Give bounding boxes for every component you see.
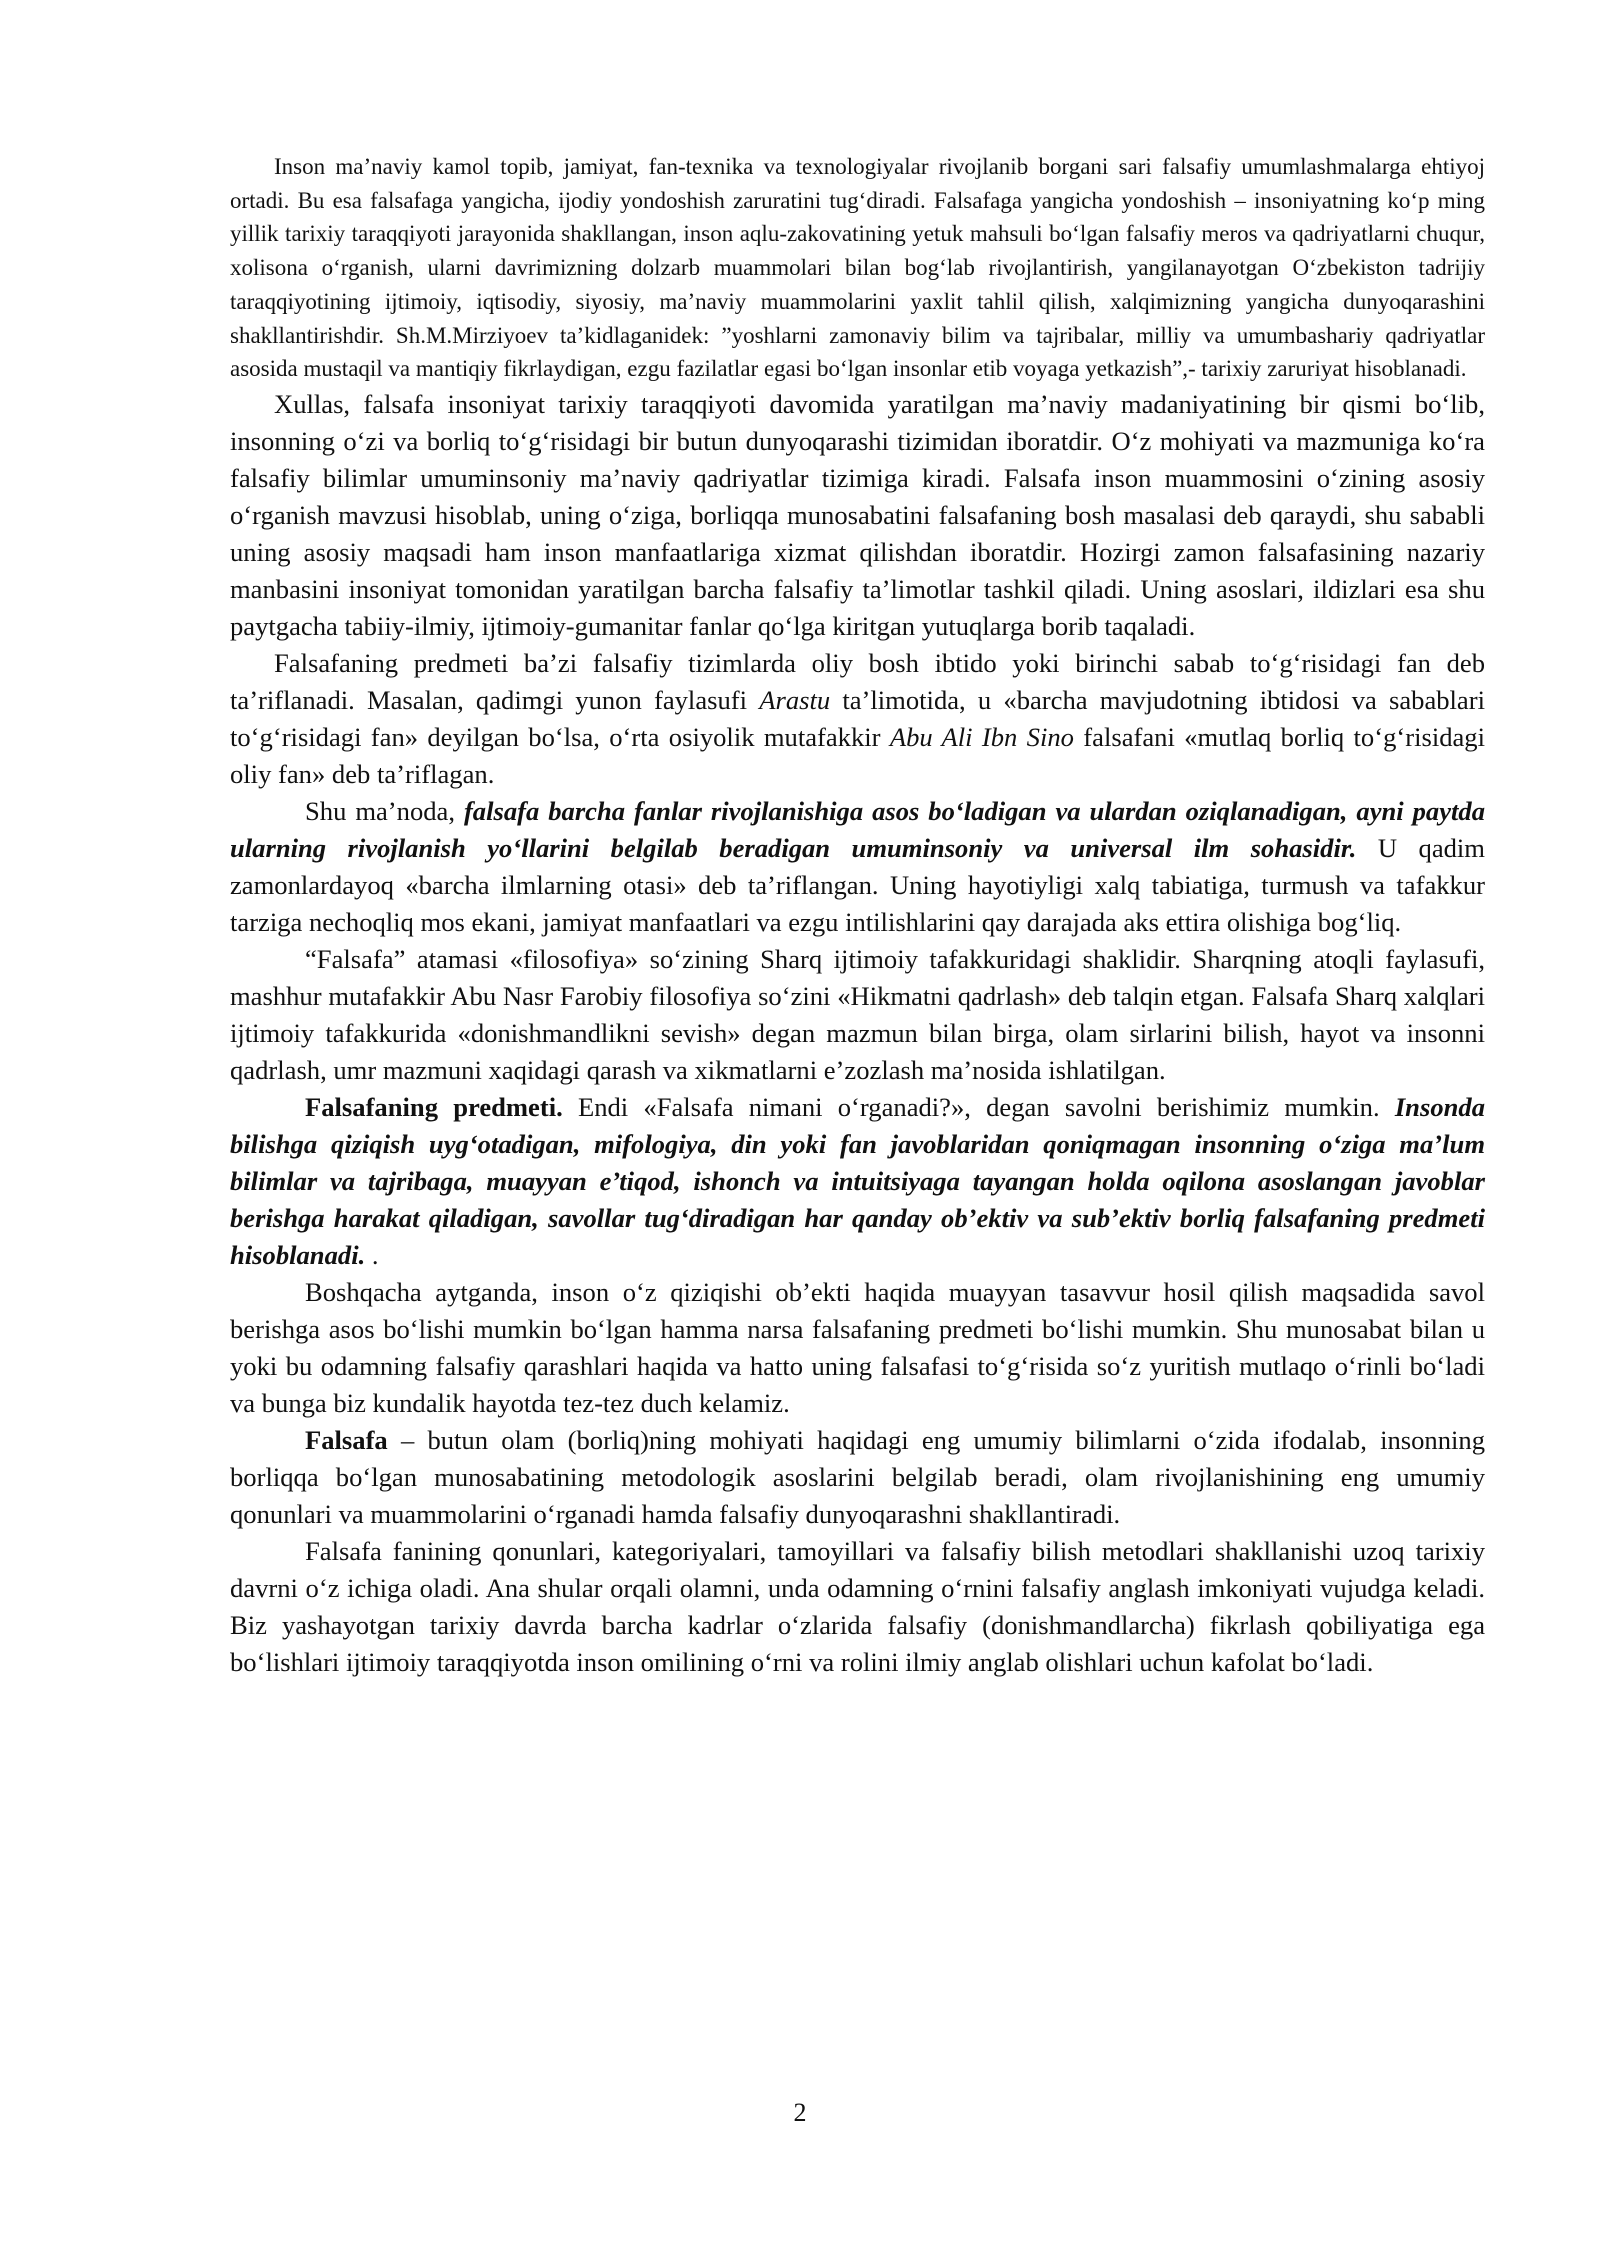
text-run: Falsafaning predmeti ba’zi falsafiy tizimlarda oliy bosh ibtido yoki birinchi sabab to‘g‘risidagi fan deb ta’riflanadi. Masalan, qadimgi yunon faylasufi [230,647,1485,715]
document-page [230,150,1485,1681]
bold-heading-predmeti: Falsafaning predmeti. [305,1091,563,1122]
paragraph-falsafa-atamasi: “Falsafa” atamasi «filosofiya» so‘zining Sharq ijtimoiy tafakkuridagi shaklidir. Sharqning atoqli faylasufi, mashhur mutafakkir Abu Nasr Farobiy filosofiya so‘zini «Hikmatni qadrlash» deb talqin etgan. Falsafa Sharq xalqlari ijtimoiy tafakkurida «donishmandlikni sevish» degan mazmun bilan birga, olam sirlarini bilish, hayot va insonni qadrlash, umr mazmuni xaqidagi qarash va xikmatlarni e’zozlash ma’nosida ishlatilgan. [230,943,1485,1085]
paragraph-falsafa-definition [230,1422,1485,1533]
paragraph-shu-manoda [230,793,1485,941]
text-run: Shu ma’noda, [305,795,464,826]
bold-term-falsafa: Falsafa [305,1424,388,1455]
text-run: U qadim zamonlardayoq «barcha ilmlarning otasi» deb ta’riflangan. Uning hayotiyligi xalq tabiatiga, turmush va tafakkur tarziga nechoqliq mos ekani, jamiyat manfaatlari va ezgu intilishlarini qay darajada aks ettira olishiga bog‘liq. [230,832,1485,937]
italic-name-ibn-sino: Abu Ali Ibn Sino [889,721,1074,752]
page-number: 2 [793,2098,807,2127]
text-run: . [365,1239,379,1270]
paragraph-boshqacha: Boshqacha aytganda, inson o‘z qiziqishi ob’ekti haqida muayyan tasavvur hosil qilish maqsadida savol berishga asos bo‘lishi mumkin bo‘lgan hamma narsa falsafaning predmeti bo‘lishi mumkin. Shu munosabat bilan u yoki bu odamning falsafiy qarashlari haqida va hatto uning falsafasi to‘g‘risida so‘z yuritish mutlaqo o‘rinli bo‘ladi va bunga biz kundalik hayotda tez-tez duch kelamiz. [230,1276,1485,1418]
text-run: Endi «Falsafa nimani o‘rganadi?», degan savolni berishimiz mumkin. [562,1091,1395,1122]
paragraph-predmet-definition [230,645,1485,793]
paragraph-xullas: Xullas, falsafa insoniyat tarixiy taraqqiyoti davomida yaratilgan ma’naviy madaniyatining bir qismi bo‘lib, insonning o‘zi va borliq to‘g‘risidagi bir butun dunyoqarashi tizimidan iboratdir. O‘z mohiyati va mazmuniga ko‘ra falsafiy bilimlar umuminsoniy ma’naviy qadriyatlar tizimiga kiradi. Falsafa inson muammosini o‘zining asosiy o‘rganish mavzusi hisoblab, uning o‘ziga, borliqqa munosabatini falsafaning bosh masalasi deb qaraydi, shu sababli uning asosiy maqsadi ham inson manfaatlariga xizmat qilishdan iboratdir. Hozirgi zamon falsafasining nazariy manbasini insoniyat tomonidan yaratilgan barcha falsafiy ta’limotlar tashkil qiladi. Uning asoslari, ildizlari esa shu paytgacha tabiiy-ilmiy, ijtimoiy-gumanitar fanlar qo‘lga kiritgan yutuqlarga borib taqaladi. [230,388,1485,641]
text-run: falsafani «mutlaq borliq to‘g‘risidagi oliy fan» deb ta’riflagan. [230,721,1485,789]
bold-italic-definition: falsafa barcha fanlar rivojlanishiga asos bo‘ladigan va ulardan oziqlanadigan, ayni paytda ularning rivojlanish yo‘llarini belgilab beradigan umuminsoniy va universal ilm sohasidir. [230,795,1485,863]
paragraph-qonunlar: Falsafa fanining qonunlari, kategoriyalari, tamoyillari va falsafiy bilish metodlari shakllanishi uzoq tarixiy davrni o‘z ichiga oladi. Ana shular orqali olamni, unda odamning o‘rnini falsafiy anglash imkoniyati vujudga keladi. Biz yashayotgan tarixiy davrda barcha kadrlar o‘zlarida falsafiy (donishmandlarcha) fikrlash qobiliyatiga ega bo‘lishlari ijtimoiy taraqqiyotda inson omilining o‘rni va rolini ilmiy anglab olishlari uchun kafolat bo‘ladi. [230,1535,1485,1677]
paragraph-falsafaning-predmeti [230,1089,1485,1274]
paragraph-intro: Inson ma’naviy kamol topib, jamiyat, fan-texnika va texnologiyalar rivojlanib borgani sari falsafiy umumlashmalarga ehtiyoj ortadi. Bu esa falsafaga yangicha, ijodiy yondoshish zaruratini tug‘diradi. Falsafaga yangicha yondoshish – insoniyatning ko‘p ming yillik tarixiy taraqqiyoti jarayonida shakllangan, inson aqlu-zakovatining yetuk mahsuli bo‘lgan falsafiy meros va qadriyatlarni chuqur, xolisona o‘rganish, ularni davrimizning dolzarb muammolari bilan bog‘lab rivojlantirish, yangilanayotgan O‘zbekiston tadrijiy taraqqiyotining ijtimoiy, iqtisodiy, siyosiy, ma’naviy muammolarini yaxlit tahlil qilish, xalqimizning yangicha dunyoqarashini shakllantirishdir. Sh.M.Mirziyoev ta’kidlaganidek: ”yoshlarni zamonaviy bilim va tajribalar, milliy va umumbashariy qadriyatlar asosida mustaqil va mantiqiy fikrlaydigan, ezgu fazilatlar egasi bo‘lgan insonlar etib voyaga yetkazish”,- tarixiy zaruriyat hisoblanadi. [230,154,1485,382]
text-run: – butun olam (borliq)ning mohiyati haqidagi eng umumiy bilimlarni o‘zida ifodalab, insonning borliqqa bo‘lgan munosabatining metodologik asoslarini belgilab beradi, olam rivojlanishining eng umumiy qonunlari va muammolarini o‘rganadi hamda falsafiy dunyoqarashni shakllantiradi. [230,1424,1485,1529]
text-run: ta’limotida, u «barcha mavjudotning ibtidosi va sabablari to‘g‘risidagi fan» deyilgan bo‘lsa, o‘rta osiyolik mutafakkir [230,684,1485,752]
italic-name-arastu: Arastu [759,684,831,715]
bold-italic-predmet-definition: Insonda bilishga qiziqish uyg‘otadigan, mifologiya, din yoki fan javoblaridan qoniqmagan insonning o‘ziga ma’lum bilimlar va tajribaga, muayyan e’tiqod, ishonch va intuitsiyaga tayangan holda oqilona asoslangan javoblar berishga harakat qiladigan, savollar tug‘diradigan har qanday ob’ektiv va sub’ektiv borliq falsafaning predmeti hisoblanadi. [230,1091,1485,1270]
